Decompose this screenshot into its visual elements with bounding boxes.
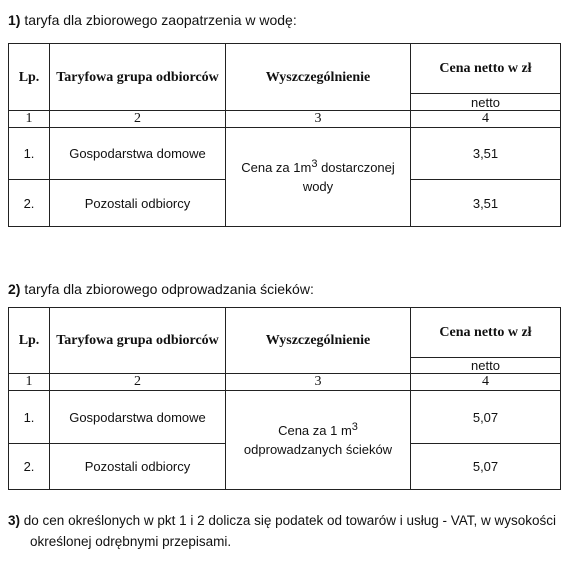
row-lp: 1. — [9, 128, 50, 180]
spec-superscript: 3 — [351, 420, 358, 433]
section1-number: 1) — [8, 12, 21, 28]
spec-text: Cena za 1 m — [278, 422, 352, 438]
row-price: 3,51 — [411, 180, 561, 227]
header-netto: netto — [411, 94, 561, 111]
row-lp: 2. — [9, 444, 50, 490]
column-number: 2 — [50, 374, 226, 391]
table-row — [9, 128, 561, 180]
row-lp: 2. — [9, 180, 50, 227]
column-number: 4 — [411, 111, 561, 128]
water-tariff-table — [8, 43, 561, 227]
column-number: 4 — [411, 374, 561, 391]
header-lp: Lp. — [9, 44, 50, 111]
column-number-row — [9, 111, 561, 128]
spec-text-rest: odprowadzanych ścieków — [243, 441, 393, 457]
row-price: 5,07 — [411, 444, 561, 490]
header-group: Taryfowa grupa odbiorców — [50, 44, 226, 111]
table-row — [9, 391, 561, 444]
header-group: Taryfowa grupa odbiorców — [50, 308, 226, 374]
section1-title: taryfa dla zbiorowego zaopatrzenia w wodę: — [24, 12, 297, 28]
section2-heading — [8, 281, 314, 297]
column-number: 1 — [9, 374, 50, 391]
header-price: Cena netto w zł — [411, 308, 561, 358]
column-number: 3 — [226, 374, 411, 391]
vat-note — [8, 510, 568, 552]
row-spec — [226, 391, 411, 490]
column-number: 3 — [226, 111, 411, 128]
header-netto: netto — [411, 358, 561, 374]
column-number: 1 — [9, 111, 50, 128]
row-group: Gospodarstwa domowe — [50, 391, 226, 444]
row-price: 5,07 — [411, 391, 561, 444]
section2-title: taryfa dla zbiorowego odprowadzania ścieków: — [24, 281, 314, 297]
header-price: Cena netto w zł — [411, 44, 561, 94]
spec-superscript: 3 — [311, 157, 318, 170]
header-spec: Wyszczególnienie — [226, 308, 411, 374]
row-group: Pozostali odbiorcy — [50, 180, 226, 227]
row-group: Gospodarstwa domowe — [50, 128, 226, 180]
sewage-tariff-table — [8, 307, 561, 490]
row-price: 3,51 — [411, 128, 561, 180]
section1-heading — [8, 12, 297, 28]
row-group: Pozostali odbiorcy — [50, 444, 226, 490]
note-number: 3) — [8, 513, 21, 528]
row-lp: 1. — [9, 391, 50, 444]
table-header-row — [9, 308, 561, 358]
spec-text: Cena za 1m — [241, 159, 312, 175]
row-spec — [226, 128, 411, 227]
note-line2: określonej odrębnymi przepisami. — [30, 534, 232, 549]
spec-text-rest: dostarczonej wody — [302, 159, 395, 194]
header-lp: Lp. — [9, 308, 50, 374]
column-number-row — [9, 374, 561, 391]
section2-number: 2) — [8, 281, 21, 297]
column-number: 2 — [50, 111, 226, 128]
note-line1: do cen określonych w pkt 1 i 2 dolicza się podatek od towarów i usług - VAT, w wysokości — [23, 513, 557, 528]
header-spec: Wyszczególnienie — [226, 44, 411, 111]
table-header-row — [9, 44, 561, 94]
